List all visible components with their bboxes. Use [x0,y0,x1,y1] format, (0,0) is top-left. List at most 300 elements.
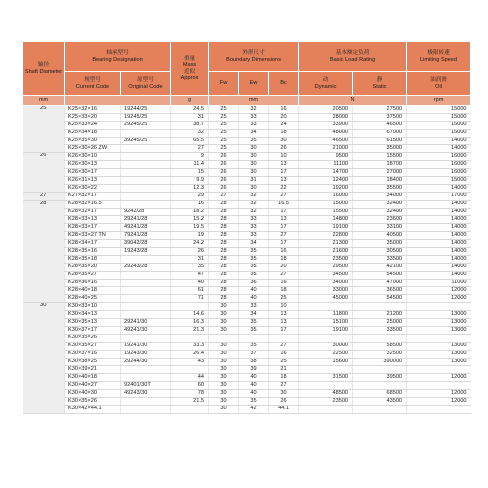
speed-cell: 11000 [407,279,471,287]
table-row [23,334,471,342]
mass-cell: 38.7 [171,121,209,129]
dynamic-cell: 48000 [299,129,353,137]
dynamic-cell: 34500 [299,271,353,279]
original-code-cell [121,271,171,279]
original-code-cell [121,279,171,287]
mass-cell: 61 [171,287,209,295]
fw-cell: 30 [209,397,239,405]
fw-cell: 28 [209,232,239,240]
original-code-cell: 29244/30 [121,358,171,366]
header-approx-cn: 近似 [183,68,196,75]
table-row [23,326,471,334]
current-code-cell: K28×36×16 [65,279,121,287]
table-row [23,208,471,216]
dynamic-cell: 33000 [299,287,353,295]
table-header [23,42,471,106]
ew-cell: 42 [239,405,269,413]
header-boundary-dimensions [209,42,299,72]
ew-cell [239,334,269,342]
current-code-cell: K28×40×25 [65,295,121,303]
mass-cell: 65.5 [171,137,209,145]
ew-cell: 37 [239,350,269,358]
speed-cell: 14000 [407,232,471,240]
header-shaft-en: Shaft Diameter [24,68,63,75]
table-row [23,169,471,177]
mass-cell: 16 [171,200,209,208]
header-original-code [121,72,171,96]
current-code-cell: K28×35×27 [65,271,121,279]
speed-cell: 14000 [407,145,471,153]
header-mass [171,42,209,96]
static-cell: 37500 [353,113,407,121]
fw-cell: 26 [209,161,239,169]
fw-cell: 30 [209,390,239,398]
fw-cell: 28 [209,240,239,248]
current-code-cell: K28×33×27 TN [65,232,121,240]
dynamic-cell: 29500 [299,263,353,271]
ew-cell: 36 [239,279,269,287]
bc-cell: 18 [269,287,299,295]
shaft-diameter-cell: 27 [23,192,65,200]
table-row [23,271,471,279]
bc-cell: 17 [269,326,299,334]
ew-cell: 39 [239,366,269,374]
header-original-cn: 原型号 [137,77,154,84]
header-speed-cn: 极限转速 [427,50,450,57]
ew-cell: 40 [239,374,269,382]
dynamic-cell: 14700 [299,169,353,177]
static-cell: 36500 [353,287,407,295]
ew-cell: 35 [239,255,269,263]
original-code-cell: 19244/25 [121,106,171,114]
bc-cell: 26 [269,397,299,405]
fw-cell: 28 [209,279,239,287]
table-row [23,184,471,192]
mass-cell: 60 [171,382,209,390]
original-code-cell: 39042/28 [121,240,171,248]
static-cell [353,366,407,374]
mass-cell: 21.5 [171,397,209,405]
table-row [23,366,471,374]
table-row [23,153,471,161]
ew-cell: 33 [239,303,269,311]
speed-cell: 12000 [407,390,471,398]
current-code-cell: K25×33×20 [65,113,121,121]
dynamic-cell: 19200 [299,184,353,192]
unit-mass: g [171,96,209,106]
static-cell: 54500 [353,295,407,303]
speed-cell: 13000 [407,311,471,319]
original-code-cell: 19243/28 [121,248,171,256]
static-cell: 43500 [353,397,407,405]
current-code-cell: K26×30×22 [65,184,121,192]
mass-cell: 19 [171,232,209,240]
ew-cell: 30 [239,161,269,169]
current-code-cell: K26×30×17 [65,169,121,177]
ew-cell: 38 [239,358,269,366]
static-cell: 68500 [353,390,407,398]
original-code-cell: 29241/30 [121,319,171,327]
bc-cell: 18 [269,374,299,382]
table-row [23,121,471,129]
speed-cell: 14000 [407,271,471,279]
fw-cell: 30 [209,350,239,358]
fw-cell: 28 [209,224,239,232]
static-cell: 61500 [353,137,407,145]
table-row [23,303,471,311]
static-cell: 32500 [353,350,407,358]
bc-cell: 18 [269,129,299,137]
bc-cell: 25 [269,358,299,366]
mass-cell [171,334,209,342]
current-code-cell: K30×35×27 [65,342,121,350]
header-bearing-designation [65,42,171,72]
original-code-cell [121,177,171,185]
static-cell: 34000 [353,192,407,200]
dynamic-cell: 21600 [299,248,353,256]
mass-cell: 11.4 [171,161,209,169]
dynamic-cell: 23500 [299,255,353,263]
original-code-cell [121,145,171,153]
table-row [23,232,471,240]
mass-cell: 14.6 [171,311,209,319]
current-code-cell: K28×35×20 [65,263,121,271]
mass-cell: 15.2 [171,216,209,224]
dynamic-cell [299,366,353,374]
original-code-cell [121,184,171,192]
static-cell: 42100 [353,263,407,271]
current-code-cell: K30×35×26 [65,397,121,405]
current-code-cell: K30×38×25 [65,358,121,366]
header-oil [407,72,471,96]
dynamic-cell: 28000 [299,113,353,121]
fw-cell: 26 [209,153,239,161]
header-static-en: Static [372,83,387,90]
mass-cell: 44 [171,374,209,382]
fw-cell: 28 [209,271,239,279]
speed-cell: 12000 [407,295,471,303]
fw-cell: 25 [209,145,239,153]
ew-cell: 35 [239,397,269,405]
current-code-cell: K30×40×18 [65,374,121,382]
dynamic-cell [299,382,353,390]
speed-cell: 14000 [407,263,471,271]
bc-cell: 16 [269,248,299,256]
speed-cell [407,366,471,374]
header-dynamic-en: Dynamic [314,83,337,90]
table-row [23,137,471,145]
dynamic-cell: 19100 [299,326,353,334]
dynamic-cell: 46500 [299,137,353,145]
current-code-cell: K30×42×44.1 [65,405,121,413]
fw-cell: 30 [209,382,239,390]
bearing-spec-table [22,41,471,414]
header-boundary-cn: 外形尺寸 [242,50,265,57]
header-load-cn: 基本额定负荷 [335,50,370,57]
mass-cell: 31 [171,113,209,121]
dynamic-cell: 14800 [299,216,353,224]
dynamic-cell: 23500 [299,397,353,405]
table-row [23,177,471,185]
bc-cell: 27 [269,382,299,390]
fw-cell: 26 [209,184,239,192]
ew-cell: 30 [239,184,269,192]
current-code-cell: K25×30×26 ZW [65,145,121,153]
fw-cell: 28 [209,248,239,256]
fw-cell: 28 [209,200,239,208]
fw-cell: 30 [209,303,239,311]
mass-cell: 78 [171,390,209,398]
static-cell: 32400 [353,208,407,216]
current-code-cell: K28×32×17 [65,208,121,216]
original-code-cell [121,153,171,161]
header-mass-en: Mass [182,62,197,69]
current-code-cell: K28×35×16 [65,248,121,256]
shaft-diameter-cell: 30 [23,303,65,413]
original-code-cell [121,366,171,374]
bc-cell: 16.5 [269,200,299,208]
original-code-cell: 29243/28 [121,263,171,271]
static-cell [353,382,407,390]
current-code-cell: K30×35×26 [65,334,121,342]
static-cell: 32400 [353,200,407,208]
static-cell: 23600 [353,216,407,224]
header-current-code [65,72,121,96]
static-cell: 54500 [353,271,407,279]
speed-cell: 16000 [407,161,471,169]
dynamic-cell: 48500 [299,390,353,398]
speed-cell [407,303,471,311]
table-row [23,129,471,137]
header-designation-cn: 轴承型号 [106,50,129,57]
table-row [23,311,471,319]
ew-cell: 35 [239,248,269,256]
current-code-cell: K28×35×18 [65,255,121,263]
ew-cell: 40 [239,382,269,390]
speed-cell: 15000 [407,177,471,185]
speed-cell: 15000 [407,129,471,137]
original-code-cell [121,311,171,319]
speed-cell: 14000 [407,248,471,256]
mass-cell: 18.2 [171,208,209,216]
static-cell: 35500 [353,184,407,192]
original-code-cell [121,303,171,311]
current-code-cell: K30×37×16 [65,350,121,358]
dynamic-cell: 30000 [299,342,353,350]
static-cell: 35000 [353,145,407,153]
static-cell: 27500 [353,106,407,114]
bc-cell: 20 [269,263,299,271]
speed-cell: 14000 [407,224,471,232]
static-cell: 33500 [353,326,407,334]
header-limiting-speed [407,42,471,72]
unit-dims: mm [209,96,299,106]
current-code-cell: K30×39×21 [65,366,121,374]
static-cell: 18400 [353,177,407,185]
original-code-cell: 79241/28 [121,232,171,240]
speed-cell: 12000 [407,397,471,405]
fw-cell: 30 [209,319,239,327]
header-load-en: Basic Load Rating [329,56,376,63]
ew-cell: 35 [239,137,269,145]
original-code-cell [121,405,171,413]
fw-cell: 30 [209,374,239,382]
current-code-cell: K30×35×13 [65,319,121,327]
bc-cell: 13 [269,311,299,319]
ew-cell: 34 [239,311,269,319]
ew-cell: 30 [239,153,269,161]
table-row [23,263,471,271]
fw-cell: 27 [209,192,239,200]
table-row [23,192,471,200]
mass-cell: 15 [171,169,209,177]
dynamic-cell: 22500 [299,350,353,358]
original-code-cell [121,129,171,137]
table-row [23,405,471,413]
dynamic-cell: 16000 [299,192,353,200]
bc-cell: 13 [269,177,299,185]
header-basic-load-rating [299,42,407,72]
bc-cell: 17 [269,224,299,232]
fw-cell: 30 [209,326,239,334]
original-code-cell [121,295,171,303]
table-row [23,390,471,398]
bc-cell: 17 [269,208,299,216]
speed-cell: 17000 [407,192,471,200]
dynamic-cell: 19100 [299,224,353,232]
ew-cell: 40 [239,287,269,295]
fw-cell: 30 [209,311,239,319]
current-code-cell: K28×40×18 [65,287,121,295]
header-dynamic-cn: 动 [322,77,329,84]
speed-cell: 15000 [407,106,471,114]
static-cell: 15500 [353,153,407,161]
original-code-cell: 49241/28 [121,224,171,232]
current-code-cell: K30×37×17 [65,326,121,334]
bc-cell: 44.1 [269,405,299,413]
speed-cell: 13000 [407,342,471,350]
dynamic-cell [299,303,353,311]
bc-cell: 13 [269,161,299,169]
current-code-cell: K28×33×13 [65,216,121,224]
table-row [23,319,471,327]
fw-cell: 28 [209,208,239,216]
header-current-en: Current Code [75,83,110,90]
dynamic-cell: 33900 [299,121,353,129]
static-cell: 21200 [353,311,407,319]
mass-cell: 9.9 [171,177,209,185]
table-row [23,279,471,287]
mass-cell: 31 [171,255,209,263]
dynamic-cell: 21300 [299,240,353,248]
ew-cell: 35 [239,271,269,279]
table-row [23,342,471,350]
static-cell: 47000 [353,279,407,287]
current-code-cell: K28×34×17 [65,240,121,248]
table-row [23,113,471,121]
header-current-cn: 现型号 [84,77,101,84]
table-row [23,382,471,390]
mass-cell: 32 [171,129,209,137]
mass-cell: 33.3 [171,342,209,350]
shaft-diameter-cell: 26 [23,153,65,192]
bc-cell: 16 [269,279,299,287]
speed-cell: 14000 [407,255,471,263]
table-row [23,358,471,366]
current-code-cell: K25×32×16 [65,106,121,114]
table-row [23,397,471,405]
header-approx-en: Approx [180,74,199,81]
table-body [23,106,471,414]
dynamic-cell [299,405,353,413]
speed-cell: 14000 [407,184,471,192]
unit-designation [65,96,171,106]
ew-cell: 32 [239,192,269,200]
header-mass-cn: 重量 [183,55,196,62]
ew-cell: 31 [239,177,269,185]
header-ew: Ew [239,72,269,96]
dynamic-cell: 22800 [299,232,353,240]
mass-cell: 19.5 [171,224,209,232]
bc-cell: 17 [269,169,299,177]
header-oil-cn: 油润滑 [430,77,447,84]
dynamic-cell: 11800 [299,311,353,319]
speed-cell: 14000 [407,208,471,216]
table-row [23,287,471,295]
bc-cell: 27 [269,232,299,240]
bc-cell: 27 [269,271,299,279]
ew-cell: 34 [239,240,269,248]
current-code-cell: K27×32×17 [65,192,121,200]
ew-cell: 30 [239,145,269,153]
bc-cell: 30 [269,390,299,398]
header-bc: Bc [269,72,299,96]
mass-cell: 26 [171,248,209,256]
header-shaft-cn: 轴径 [37,62,50,69]
mass-cell: 21.3 [171,326,209,334]
mass-cell: 24.5 [171,106,209,114]
fw-cell: 25 [209,121,239,129]
speed-cell [407,405,471,413]
ew-cell: 35 [239,342,269,350]
original-code-cell: 19243/30 [121,350,171,358]
table-row [23,248,471,256]
static-cell [353,303,407,311]
fw-cell: 25 [209,113,239,121]
current-code-cell: K26×30×10 [65,153,121,161]
current-code-cell: K30×33×10 [65,303,121,311]
mass-cell [171,405,209,413]
bc-cell: 20 [269,113,299,121]
original-code-cell: 29245/25 [121,121,171,129]
bc-cell: 13 [269,216,299,224]
current-code-cell: K25×33×24 [65,121,121,129]
fw-cell: 28 [209,263,239,271]
ew-cell: 33 [239,216,269,224]
header-original-en: Original Code [128,83,163,90]
static-cell: 27000 [353,169,407,177]
original-code-cell [121,334,171,342]
table-row [23,161,471,169]
original-code-cell [121,200,171,208]
dynamic-cell: 12400 [299,177,353,185]
bc-cell: 22 [269,184,299,192]
bc-cell: 25 [269,295,299,303]
original-code-cell [121,169,171,177]
fw-cell: 30 [209,342,239,350]
current-code-cell: K25×34×18 [65,129,121,137]
speed-cell: 14000 [407,240,471,248]
